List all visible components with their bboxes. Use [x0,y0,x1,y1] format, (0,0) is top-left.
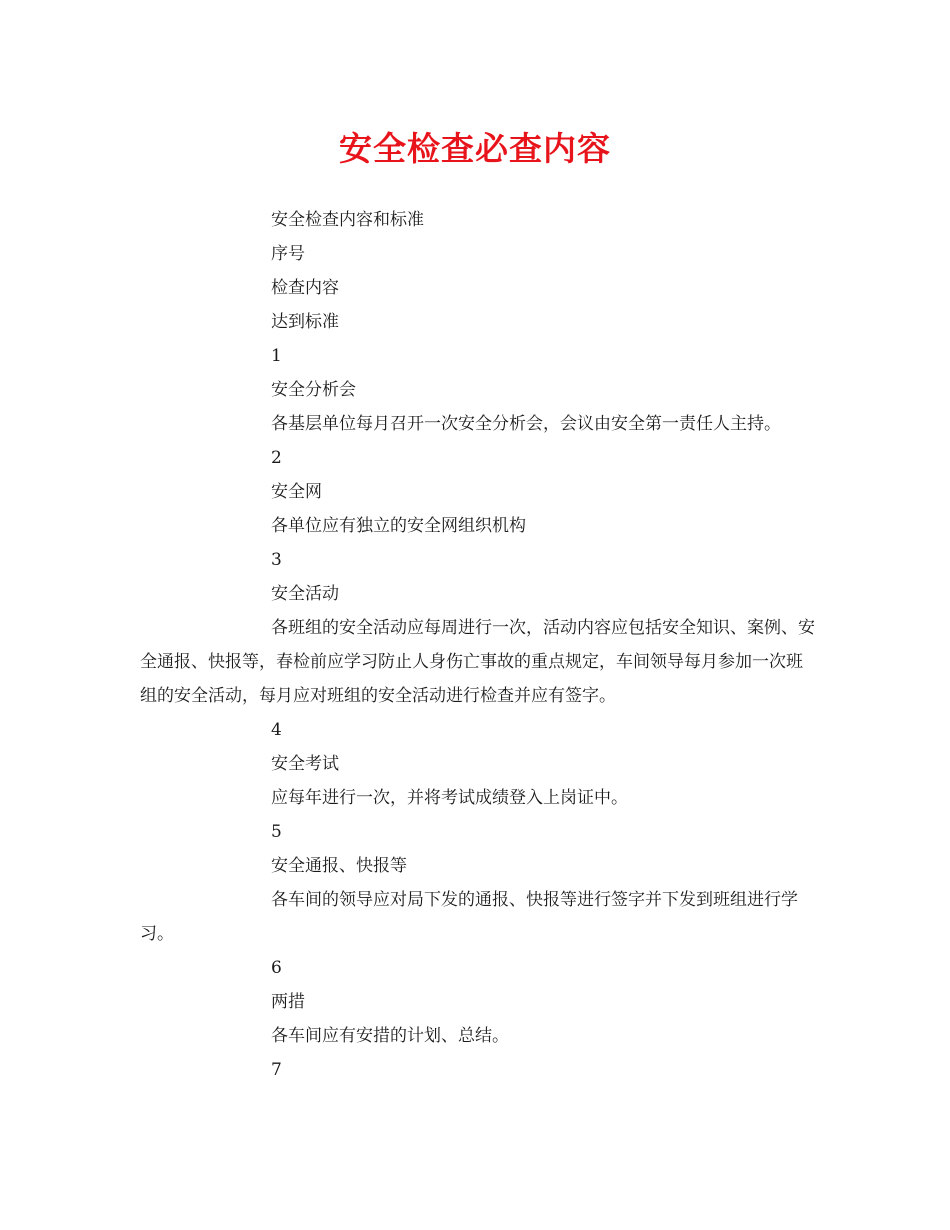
paragraph: 检查内容 [271,278,339,298]
paragraph: 1 [271,346,282,366]
paragraph: 安全活动 [271,584,339,604]
paragraph: 5 [271,822,282,842]
paragraph: 各车间的领导应对局下发的通报、快报等进行签字并下发到班组进行学习。 [140,890,798,944]
paragraph: 4 [271,720,282,740]
paragraph: 7 [271,1060,282,1080]
paragraph: 2 [271,448,282,468]
paragraph: 安全考试 [271,754,339,774]
paragraph: 6 [271,958,282,978]
document-title: 安全检查必查内容 [339,129,611,168]
paragraph: 各单位应有独立的安全网组织机构 [271,516,526,536]
paragraph: 3 [271,550,282,570]
paragraph: 安全网 [271,482,322,502]
paragraph: 安全检查内容和标准 [271,210,424,230]
paragraph: 各班组的安全活动应每周进行一次，活动内容应包括安全知识、案例、安全通报、快报等，春检前应学习防止人身伤亡事故的重点规定，车间领导每月参加一次班组的安全活动，每月应对班组的安全活动进行检查并应有签字。 [140,618,815,706]
paragraph: 序号 [271,244,305,264]
paragraph: 安全分析会 [271,380,356,400]
document-body [140,203,816,1087]
paragraph: 各基层单位每月召开一次安全分析会，会议由安全第一责任人主持。 [271,414,781,434]
paragraph: 应每年进行一次，并将考试成绩登入上岗证中。 [271,788,628,808]
paragraph: 达到标准 [271,312,339,332]
paragraph: 各车间应有安措的计划、总结。 [271,1026,509,1046]
paragraph: 两措 [271,992,305,1012]
paragraph: 安全通报、快报等 [271,856,407,876]
